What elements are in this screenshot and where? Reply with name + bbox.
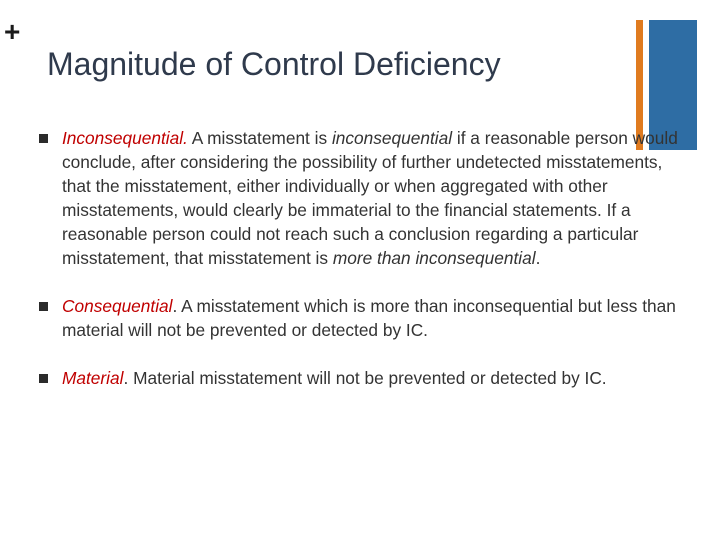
bullet-consequential <box>38 294 678 342</box>
bullet-inconsequential <box>38 126 678 270</box>
bullet-text: . Material misstatement will not be prevented or detected by IC. <box>123 368 607 388</box>
term-consequential: Consequential <box>62 296 173 316</box>
bullet-material <box>38 366 678 390</box>
term-inconsequential: Inconsequential. <box>62 128 188 148</box>
plus-icon: + <box>4 16 21 47</box>
bullet-text: A misstatement is <box>187 128 332 148</box>
emphasis-text: inconsequential <box>331 128 453 148</box>
slide-title: Magnitude of Control Deficiency <box>47 46 501 82</box>
bullet-text: if a reasonable person would conclude, after considering the possibility of further undetected misstatements, that the misstatement, either individually or when aggregated with other misstatements, would clearly be immaterial to the financial statements. If a reasonable person could not reach such a conclusion regarding a particular misstatement, that misstatement is <box>62 128 678 268</box>
bullet-list <box>38 126 678 414</box>
bullet-text: . <box>535 248 541 268</box>
bullet-text: . A misstatement which is more than inconsequential but less than material will not be prevented or detected by IC. <box>62 296 676 340</box>
square-bullet-icon <box>39 374 48 383</box>
emphasis-text: more than inconsequential <box>332 248 536 268</box>
term-material: Material <box>62 368 124 388</box>
square-bullet-icon <box>39 302 48 311</box>
square-bullet-icon <box>39 134 48 143</box>
